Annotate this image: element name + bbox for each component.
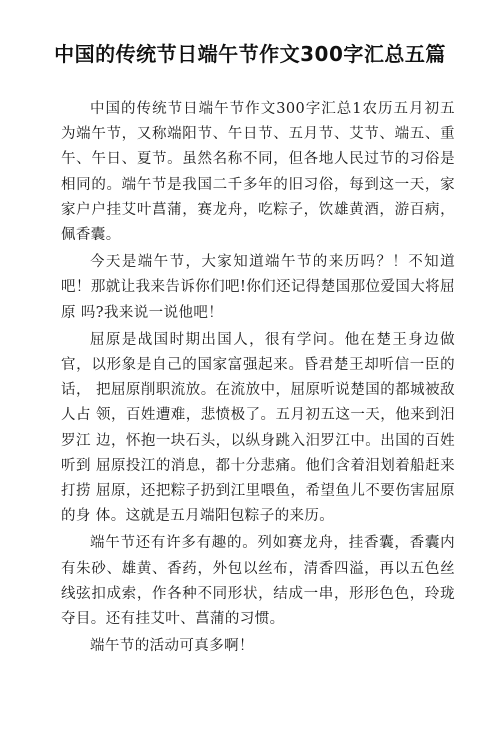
document-title: 中国的传统节日端午节作文300字汇总五篇: [54, 42, 446, 66]
paragraph-intro: 中国的传统节日端午节作文300字汇总1农历五月初五 为端午节，又称端阳节、午日节、五月节、艾节、端五、重 午、午日、夏节。虽然名称不同，但各地人民过节的习俗是 相同的。端午节是我国二千多年的旧习俗，每到这一天，家 家户户挂艾叶菖蒲，赛龙舟，吃粽子，饮雄黄酒，游百病， 佩香囊。: [61, 101, 455, 244]
document-body: [61, 97, 455, 661]
paragraph-closing: 端午节的活动可真多啊！: [90, 638, 254, 655]
paragraph-qu-yuan: 屈原是战国时期出国人，很有学问。他在楚王身边做官，以形象是自己的国家富强起来。昏君楚王却听信一臣的话， 把屈原削职流放。在流放中，屈原听说楚国的都城被敌人占 领，百姓遭难，悲愤极了。五月初五这一天，他来到汨罗江 边，怀抱一块石头，以纵身跳入汨罗江中。出国的百姓听到 屈原投江的消息，都十分悲痛。他们含着泪划着船赶来打捞 屈原，还把粽子扔到江里喂鱼，希望鱼儿不要伤害屈原的身 体。这就是五月端阳包粽子的来历。: [61, 331, 455, 525]
paragraph-today: 今天是端午节，大家知道端午节的来历吗？！不知道吧！那就让我来告诉你们吧!你们还记得楚国那位爱国大将屈原 吗?我来说一说他吧！: [61, 254, 455, 321]
paragraph-customs: 端午节还有许多有趣的。列如赛龙舟，挂香囊，香囊内 有朱砂、雄黄、香药，外包以丝布，清香四溢，再以五色丝 线弦扣成索，作各种不同形状，结成一串，形形色色，玲珑 夺目。还有挂艾叶、菖蒲的习惯。: [61, 535, 455, 628]
